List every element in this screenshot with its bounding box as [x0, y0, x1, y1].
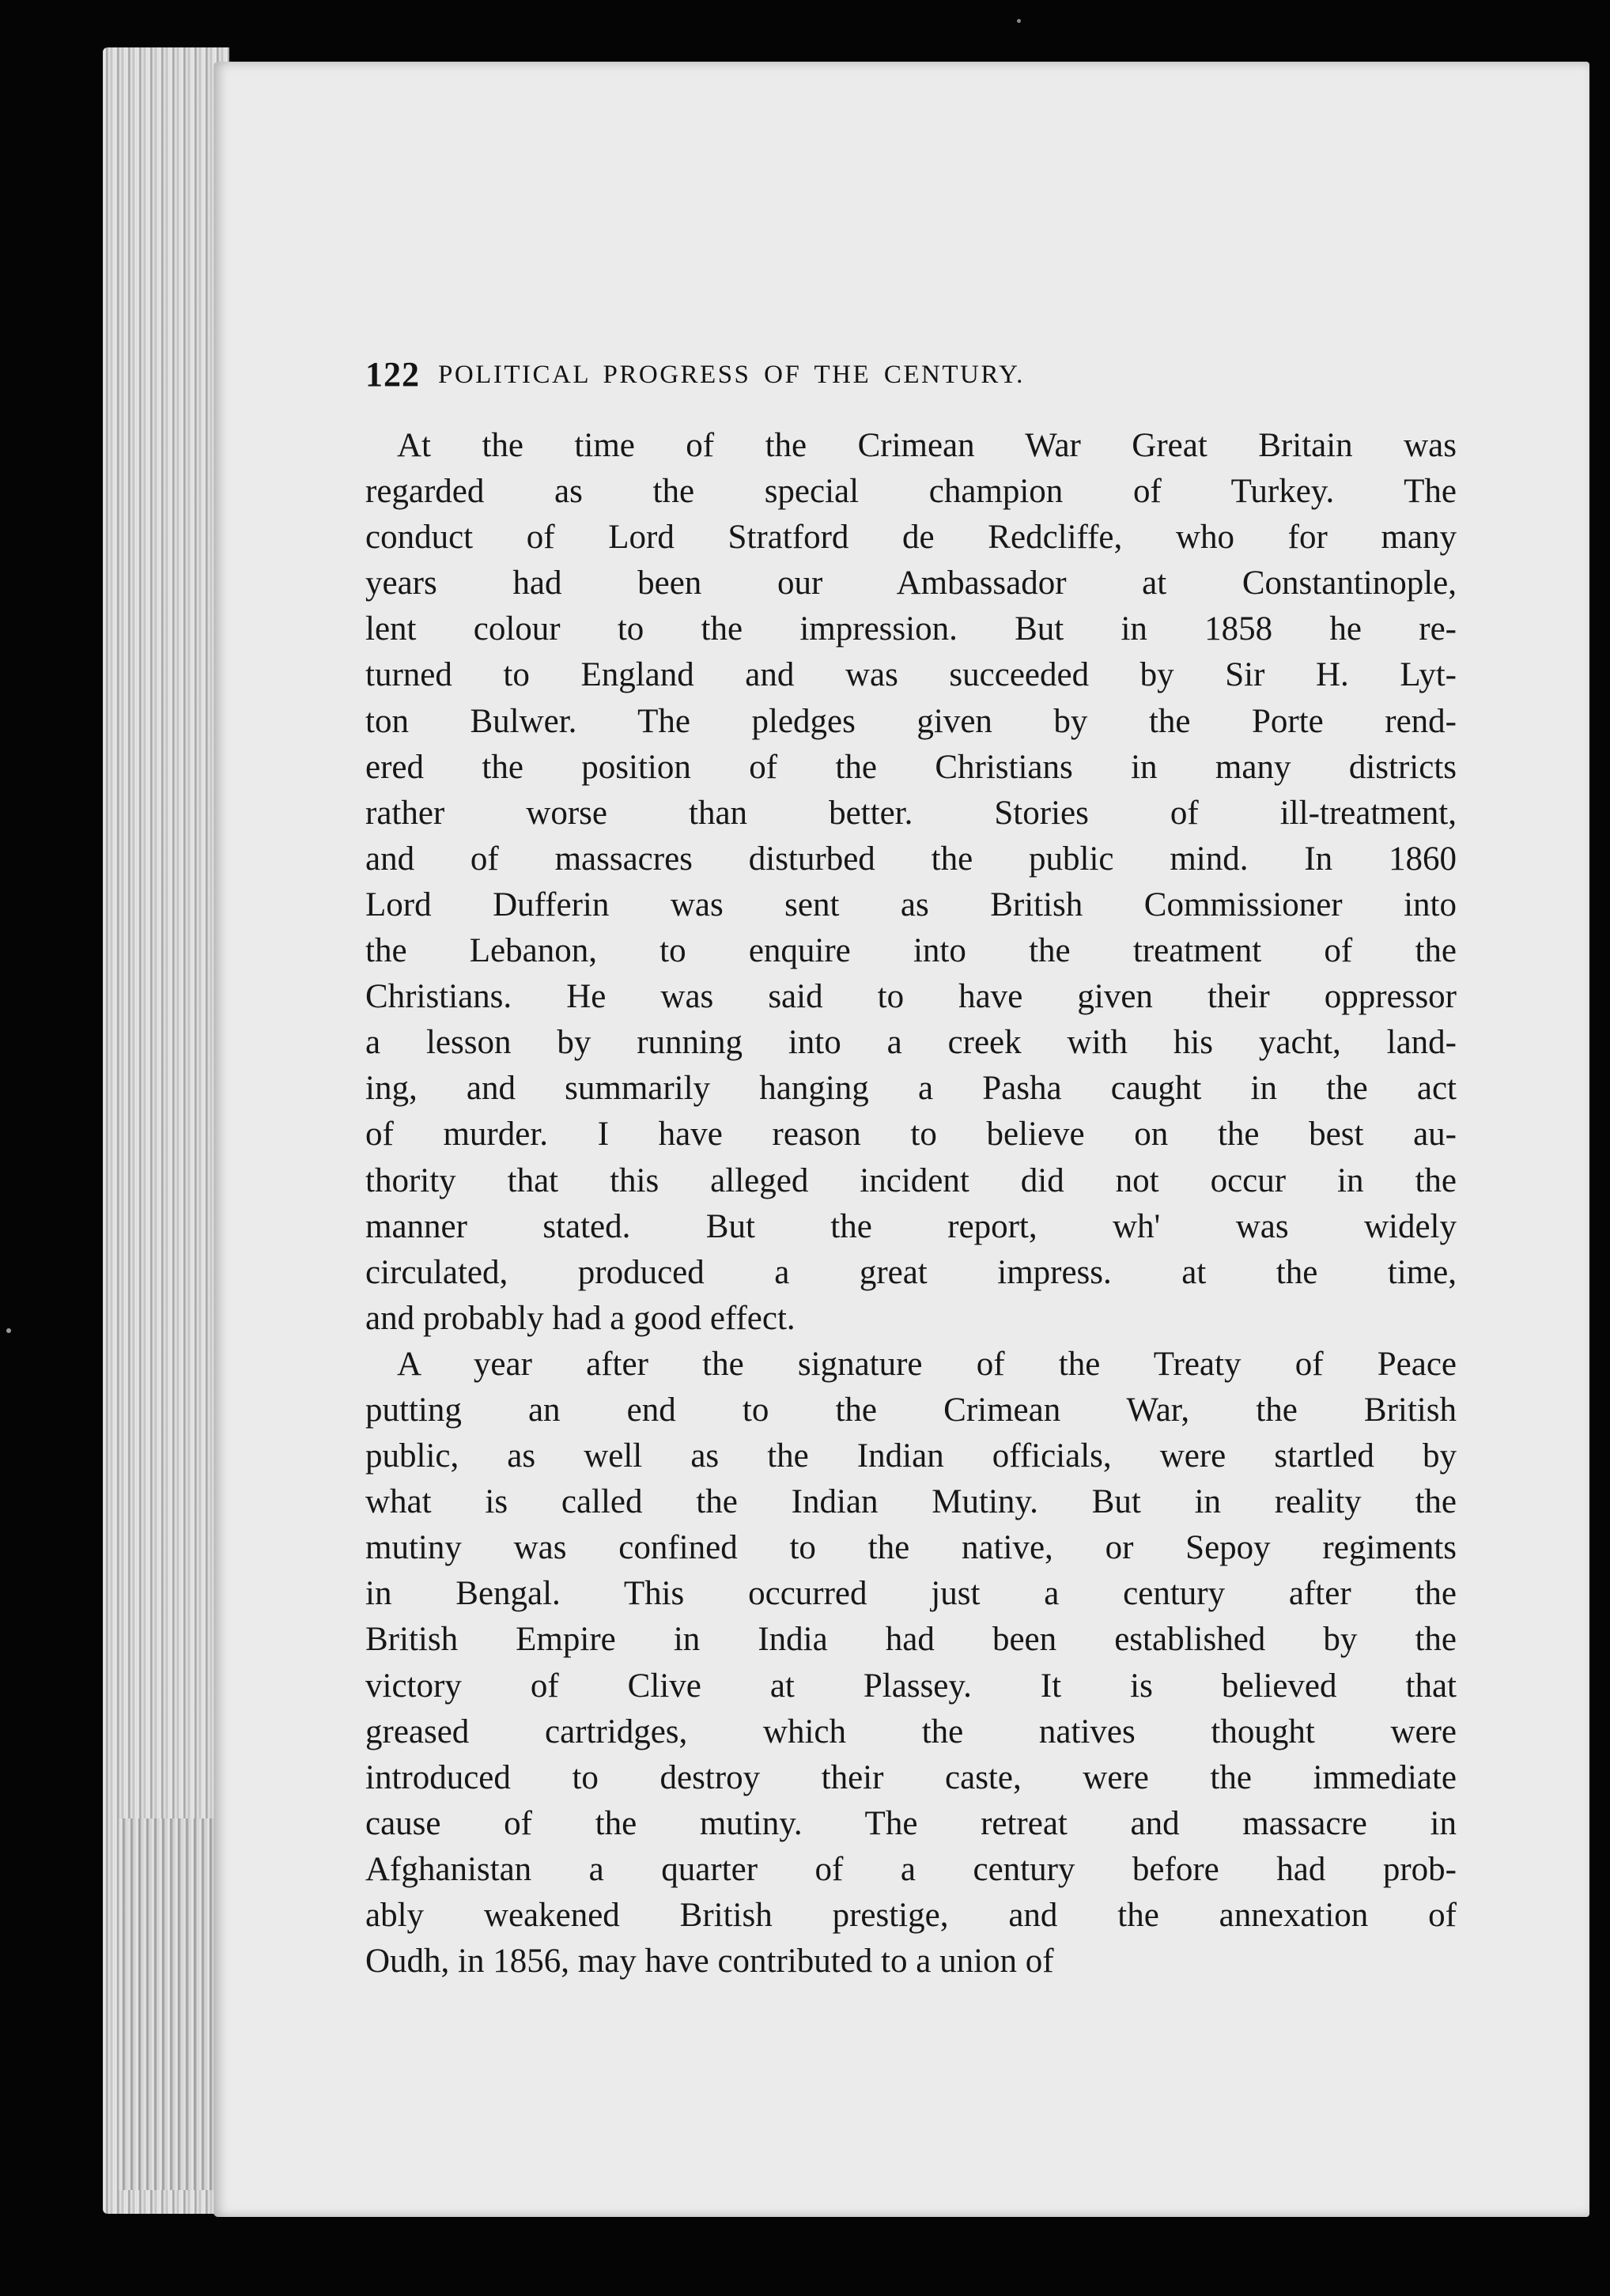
text-line: a lesson by running into a creek with his yacht, land- [365, 1024, 1457, 1062]
page-number: 122 [365, 355, 420, 394]
text-line: turned to England and was succeeded by Sir H. Lyt- [365, 656, 1457, 694]
text-line: At the time of the Crimean War Great Britain was [397, 427, 1457, 464]
text-line: ton Bulwer. The pledges given by the Porte rend- [365, 702, 1457, 740]
text-line: lent colour to the impression. But in 1858 he re- [365, 610, 1457, 648]
text-line: ing, and summarily hanging a Pasha caught in the act [365, 1070, 1457, 1108]
running-head: POLITICAL PROGRESS OF THE CENTURY. [438, 361, 1025, 389]
paragraph [365, 423, 1457, 1342]
text-line: in Bengal. This occurred just a century after the [365, 1575, 1457, 1613]
text-line: years had been our Ambassador at Constantinople, [365, 565, 1457, 602]
text-line: victory of Clive at Plassey. It is believed that [365, 1667, 1457, 1705]
text-line: and of massacres disturbed the public mind. In 1860 [365, 840, 1457, 878]
text-line: putting an end to the Crimean War, the British [365, 1391, 1457, 1429]
text-line: Christians. He was said to have given their oppressor [365, 978, 1457, 1016]
page-header [365, 354, 1417, 402]
text-line: rather worse than better. Stories of ill-treatment, [365, 794, 1457, 832]
text-line: A year after the signature of the Treaty of Peace [397, 1345, 1457, 1383]
text-line: cause of the mutiny. The retreat and massacre in [365, 1804, 1457, 1842]
text-line: greased cartridges, which the natives thought were [365, 1713, 1457, 1750]
body-text [365, 423, 1457, 1984]
text-line: ably weakened British prestige, and the annexation of [365, 1897, 1457, 1934]
text-line: the Lebanon, to enquire into the treatment of the [365, 932, 1457, 970]
text-line: mutiny was confined to the native, or Sepoy regiments [365, 1529, 1457, 1567]
text-line: conduct of Lord Stratford de Redcliffe, who for many [365, 519, 1457, 557]
text-line: what is called the Indian Mutiny. But in reality the [365, 1483, 1457, 1521]
page-edges-lower [119, 1818, 229, 2190]
text-line: introduced to destroy their caste, were the immediate [365, 1758, 1457, 1796]
text-line: circulated, produced a great impress. at the time, [365, 1253, 1457, 1291]
text-line: and probably had a good effect. [365, 1299, 796, 1337]
paragraph [365, 1342, 1457, 1984]
scan-speck [6, 1328, 11, 1333]
text-line: Oudh, in 1856, may have contributed to a union of [365, 1943, 1054, 1981]
text-line: Afghanistan a quarter of a century before had prob- [365, 1850, 1457, 1888]
scan-speck [1017, 19, 1021, 23]
text-line: of murder. I have reason to believe on the best au- [365, 1116, 1457, 1154]
text-line: public, as well as the Indian officials, were startled by [365, 1437, 1457, 1475]
text-line: Lord Dufferin was sent as British Commissioner into [365, 886, 1457, 923]
text-line: ered the position of the Christians in many districts [365, 748, 1457, 786]
text-line: regarded as the special champion of Turkey. The [365, 473, 1457, 511]
text-line: British Empire in India had been established by the [365, 1621, 1457, 1659]
text-line: manner stated. But the report, wh' was widely [365, 1207, 1457, 1245]
text-line: thority that this alleged incident did not occur in the [365, 1161, 1457, 1199]
